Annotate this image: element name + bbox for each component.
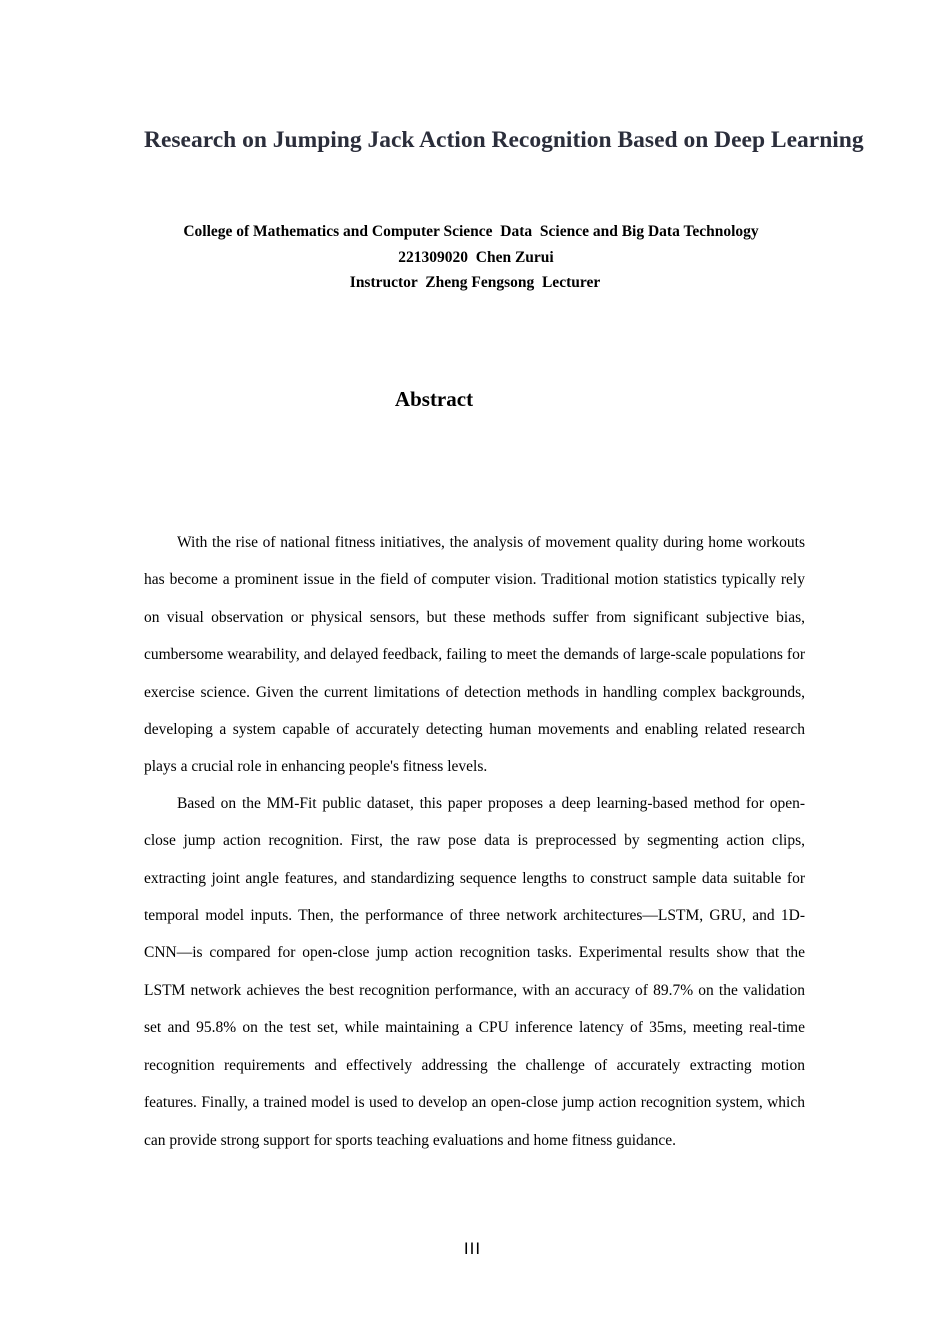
abstract-paragraph-2: Based on the MM-Fit public dataset, this paper proposes a deep learning-based method for open-close jump action recognition. First, the raw pose data is preprocessed by segmenting action clips, extracting joint angle features, and standardizing sequence lengths to construct sample data suitable for temporal model inputs. Then, the performance of three network architectures—LSTM, GRU, and 1D-CNN—is compared for open-close jump action recognition tasks. Experimental results show that the LSTM network achieves the best recognition performance, with an accuracy of 89.7% on the validation set and 95.8% on the test set, while maintaining a CPU inference latency of 35ms, meeting real-time recognition requirements and effectively addressing the challenge of accurately extracting motion features. Finally, a trained model is used to develop an open-close jump action recognition system, which can provide strong support for sports teaching evaluations and home fitness guidance. [144, 794, 805, 1149]
abstract-paragraph-1: With the rise of national fitness initiatives, the analysis of movement quality during home workouts has become a prominent issue in the field of computer vision. Traditional motion statistics typically rely on visual observation or physical sensors, but these methods suffer from significant subjective bias, cumbersome wearability, and delayed feedback, failing to meet the demands of large-scale populations for exercise science. Given the current limitations of detection methods in handling complex backgrounds, developing a system capable of accurately detecting human movements and enabling related research plays a crucial role in enhancing people's fitness levels. [144, 534, 805, 776]
instructor-line: Instructor Zheng Fengsong Lecturer [349, 274, 601, 291]
affiliation-line: College of Mathematics and Computer Science Data Science and Big Data Technology [183, 223, 759, 240]
abstract-body [144, 524, 805, 1159]
author-info [0, 219, 950, 296]
abstract-heading: Abstract [394, 387, 474, 411]
paper-title: Research on Jumping Jack Action Recognition Based on Deep Learning [144, 127, 864, 153]
student-line: 221309020 Chen Zurui [398, 248, 554, 266]
page-number: III [463, 1239, 482, 1258]
